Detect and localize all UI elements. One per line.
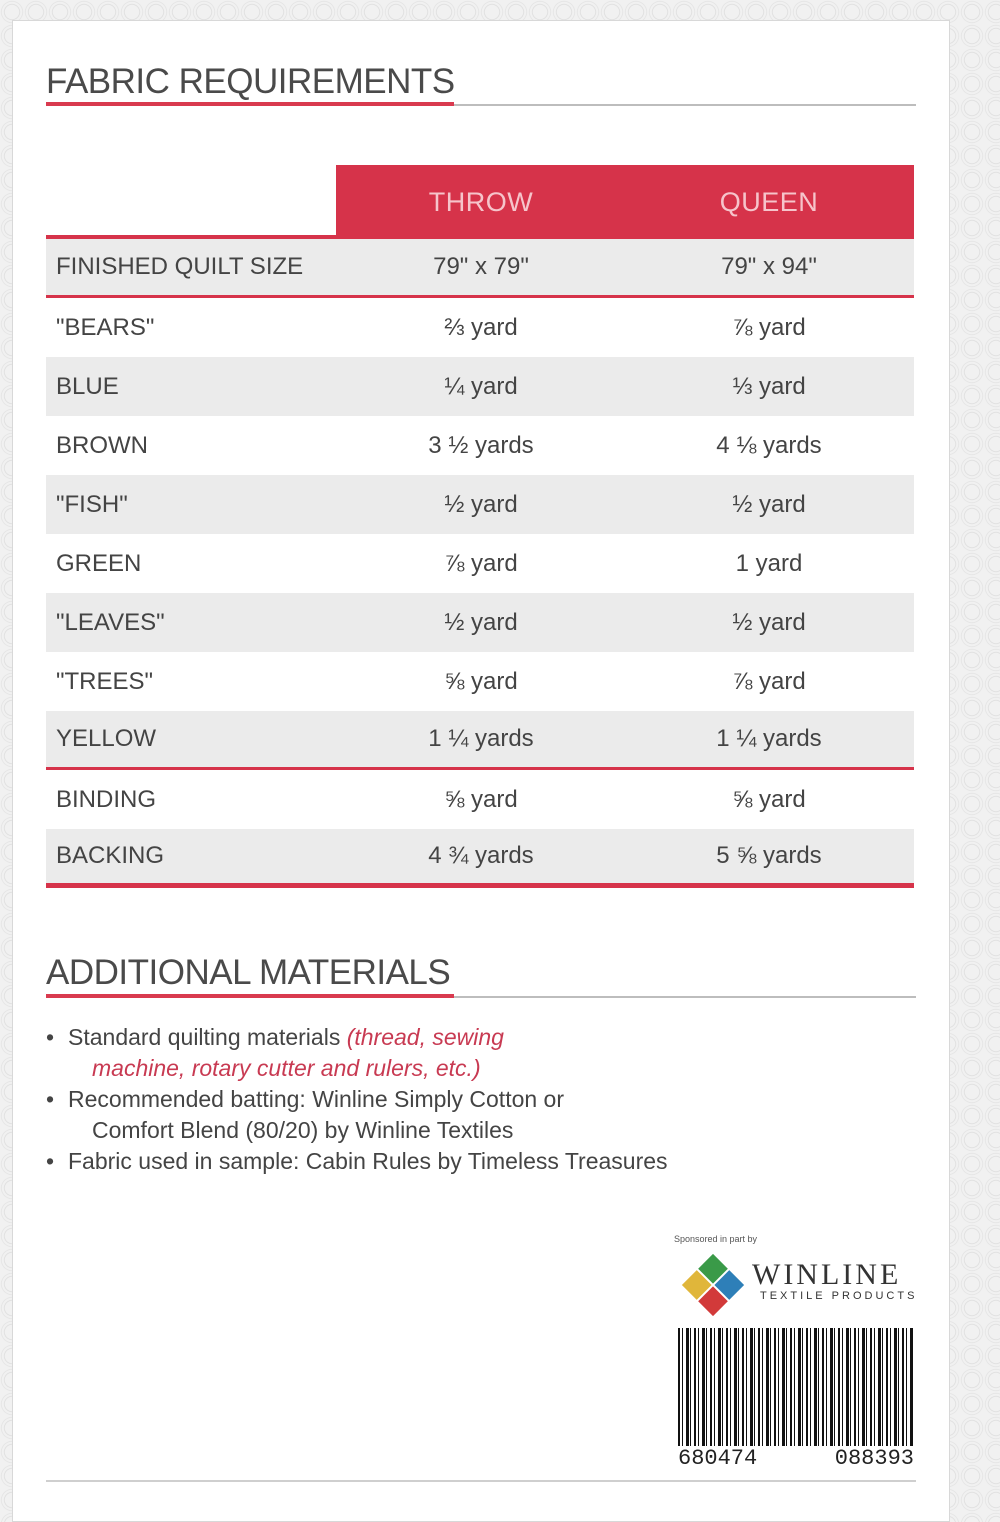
- row-label: "FISH": [56, 490, 128, 518]
- item-text: Recommended batting: Winline Simply Cotton or: [68, 1086, 565, 1112]
- fabric-requirements-title: FABRIC REQUIREMENTS: [46, 62, 455, 101]
- queen-value: 79" x 94": [721, 253, 817, 280]
- barcode-bars: [678, 1328, 914, 1448]
- barcode-right-digits: 088393: [834, 1446, 914, 1471]
- row-label: YELLOW: [56, 725, 157, 752]
- title-accent-rule: [46, 102, 454, 106]
- table-row: [46, 534, 914, 593]
- queen-value: ⅞ yard: [732, 667, 806, 695]
- footer-rule: [46, 1480, 916, 1482]
- queen-value: ⅓ yard: [732, 372, 806, 400]
- row-label: BACKING: [56, 842, 165, 869]
- row-label: GREEN: [56, 549, 142, 577]
- list-item: [46, 1022, 916, 1084]
- queen-value: ½ yard: [732, 608, 806, 636]
- table-row: [46, 416, 914, 475]
- queen-value: ½ yard: [732, 490, 806, 518]
- table-row: [46, 593, 914, 652]
- item-note-continued: machine, rotary cutter and rulers, etc.): [92, 1055, 481, 1081]
- header-throw: THROW: [428, 187, 534, 217]
- barcode-number: [678, 1446, 914, 1472]
- item-text-continued: Comfort Blend (80/20) by Winline Textiles: [92, 1117, 514, 1143]
- throw-value: 79" x 79": [433, 253, 529, 280]
- table-header: [46, 165, 914, 239]
- additional-materials-title: ADDITIONAL MATERIALS: [46, 953, 451, 992]
- table-row: [46, 475, 914, 534]
- table-row: [46, 652, 914, 711]
- queen-value: ⅝ yard: [732, 785, 806, 813]
- throw-value: ⅞ yard: [444, 549, 518, 577]
- item-note: (thread, sewing: [346, 1024, 504, 1050]
- row-label: BLUE: [56, 372, 119, 400]
- item-text: Fabric used in sample: Cabin Rules by Timeless Treasures: [68, 1148, 668, 1174]
- table-row: [46, 239, 914, 298]
- queen-value: ⅞ yard: [732, 313, 806, 341]
- winline-logo-icon: [678, 1250, 748, 1320]
- throw-value: 3 ½ yards: [428, 431, 534, 459]
- fabric-table: [46, 165, 914, 888]
- row-label: BINDING: [56, 785, 157, 813]
- throw-value: 4 ¾ yards: [428, 842, 534, 869]
- table-row: [46, 829, 914, 888]
- bullet: •: [46, 1148, 55, 1174]
- table-row: [46, 298, 914, 357]
- item-text: Standard quilting materials: [68, 1024, 347, 1050]
- throw-value: ½ yard: [444, 608, 518, 636]
- materials-list: [46, 1022, 916, 1177]
- throw-value: 1 ¼ yards: [428, 725, 534, 752]
- throw-value: ⅝ yard: [444, 785, 518, 813]
- queen-value: 1 yard: [735, 549, 803, 577]
- winline-wordmark: WINLINE: [752, 1258, 902, 1291]
- title-accent-rule: [46, 994, 454, 998]
- queen-value: 1 ¼ yards: [716, 725, 822, 752]
- table-row: [46, 711, 914, 770]
- header-queen: QUEEN: [719, 187, 819, 217]
- barcode: [678, 1328, 914, 1471]
- table-row: [46, 357, 914, 416]
- row-label: "TREES": [56, 667, 154, 695]
- throw-value: ¼ yard: [444, 372, 518, 400]
- row-label: BROWN: [56, 431, 148, 459]
- throw-value: ½ yard: [444, 490, 518, 518]
- throw-value: ⅝ yard: [444, 667, 518, 695]
- table-row: [46, 770, 914, 829]
- queen-value: 4 ⅛ yards: [716, 431, 822, 459]
- bullet: •: [46, 1024, 55, 1050]
- list-item: [46, 1084, 916, 1146]
- queen-value: 5 ⅝ yards: [716, 842, 822, 869]
- list-item: [46, 1146, 916, 1177]
- row-label: "LEAVES": [56, 608, 165, 636]
- row-label: FINISHED QUILT SIZE: [56, 253, 304, 280]
- winline-tagline: TEXTILE PRODUCTS: [760, 1290, 918, 1302]
- throw-value: ⅔ yard: [444, 313, 518, 341]
- barcode-left-digits: 680474: [678, 1446, 758, 1471]
- row-label: "BEARS": [56, 313, 155, 341]
- bullet: •: [46, 1086, 55, 1112]
- sponsor-caption: Sponsored in part by: [674, 1234, 758, 1244]
